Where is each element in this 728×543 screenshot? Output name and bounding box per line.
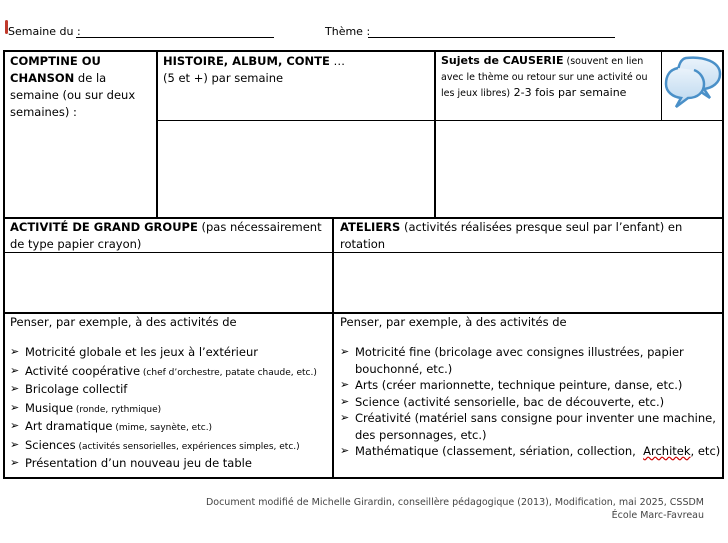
footer-credit: Document modifié de Michelle Girardin, conseillère pédagogique (2013), Modification, mai 2025, CSSDM	[205, 497, 704, 508]
list-item: ➢ Motricité globale et les jeux à l’extérieur	[10, 345, 258, 359]
list-item: ➢ Sciences (activités sensorielles, expériences simples, etc.)	[10, 437, 300, 452]
comptine-desc: de la semaine (ou sur deux semaines) :	[10, 71, 136, 119]
list-item: ➢ Musique (ronde, rythmique)	[10, 400, 162, 415]
chevron-icon: ➢	[10, 437, 20, 451]
list-item: ➢ Présentation d’un nouveau jeu de table	[10, 456, 252, 470]
chevron-icon: ➢	[10, 345, 20, 358]
footer-school: École Marc-Favreau	[611, 510, 704, 521]
causerie-note: (souvent en lien avec le thème ou retour sur une activité ou les jeux libres)	[441, 56, 648, 99]
chevron-icon: ➢	[10, 400, 20, 414]
ateliers-title: ATELIERS	[340, 220, 401, 234]
histoire-title: HISTOIRE, ALBUM, CONTE	[163, 54, 330, 68]
histoire-sub: (5 et +) par semaine	[163, 71, 284, 85]
chevron-icon: ➢	[340, 378, 350, 391]
chevron-icon: ➢	[10, 456, 20, 469]
divider	[661, 50, 662, 120]
list-item: ➢ Activité coopérative (chef d’orchestre, patate chaude, etc.)	[10, 363, 317, 378]
theme-field[interactable]	[368, 37, 615, 38]
grand-groupe-desc: (pas nécessairement de type papier crayon)	[10, 220, 322, 251]
left-list	[10, 344, 330, 474]
left-intro: Penser, par exemple, à des activités de	[10, 315, 237, 329]
grand-groupe-title: ACTIVITÉ DE GRAND GROUPE	[10, 220, 198, 234]
chevron-icon: ➢	[340, 444, 350, 457]
ateliers-desc: (activités réalisées presque seul par l’enfant) en rotation	[340, 220, 683, 251]
chevron-icon: ➢	[10, 363, 20, 377]
left-suggestions	[10, 314, 330, 474]
list-item: ➢ Bricolage collectif	[10, 382, 128, 396]
list-item: ➢ Mathématique (classement, sériation, collection, Architek, etc)	[340, 444, 721, 458]
causerie-cell	[441, 53, 657, 101]
chevron-icon: ➢	[340, 345, 350, 358]
divider	[157, 120, 723, 121]
footer	[206, 496, 704, 522]
divider	[156, 50, 158, 218]
list-item: ➢ Science (activité sensorielle, bac de découverte, etc.)	[340, 394, 665, 409]
list-item: ➢ Motricité fine (bricolage avec consignes illustrées, papier bouchonné, etc.)	[340, 345, 684, 376]
comptine-title: COMPTINE OU CHANSON	[10, 54, 101, 85]
speech-bubbles-icon	[664, 52, 722, 118]
list-item: ➢ Créativité (matériel sans consigne pour inventer une machine, des personnages, etc.)	[340, 411, 716, 442]
grand-groupe-heading	[10, 219, 328, 253]
comptine-cell	[10, 53, 152, 121]
divider	[434, 50, 436, 218]
chevron-icon: ➢	[340, 411, 350, 424]
list-item: ➢ Art dramatique (mime, saynète, etc.)	[10, 419, 213, 433]
chevron-icon: ➢	[10, 382, 20, 395]
histoire-cell	[163, 53, 431, 87]
causerie-freq: 2-3 fois par semaine	[510, 86, 627, 99]
chevron-icon: ➢	[340, 394, 350, 408]
causerie-title: Sujets de CAUSERIE	[441, 54, 564, 67]
ateliers-heading	[340, 219, 722, 253]
histoire-ellipsis: …	[329, 54, 346, 68]
week-label: Semaine du :	[8, 25, 81, 38]
divider	[332, 217, 334, 479]
architek-word: Architek	[643, 444, 691, 458]
chevron-icon: ➢	[10, 419, 20, 432]
right-suggestions	[340, 314, 722, 460]
week-field[interactable]	[76, 37, 274, 38]
theme-label: Thème :	[325, 25, 371, 38]
right-list	[340, 344, 722, 460]
list-item: ➢ Arts (créer marionnette, technique peinture, danse, etc.)	[340, 378, 683, 392]
right-intro: Penser, par exemple, à des activités de	[340, 315, 567, 329]
